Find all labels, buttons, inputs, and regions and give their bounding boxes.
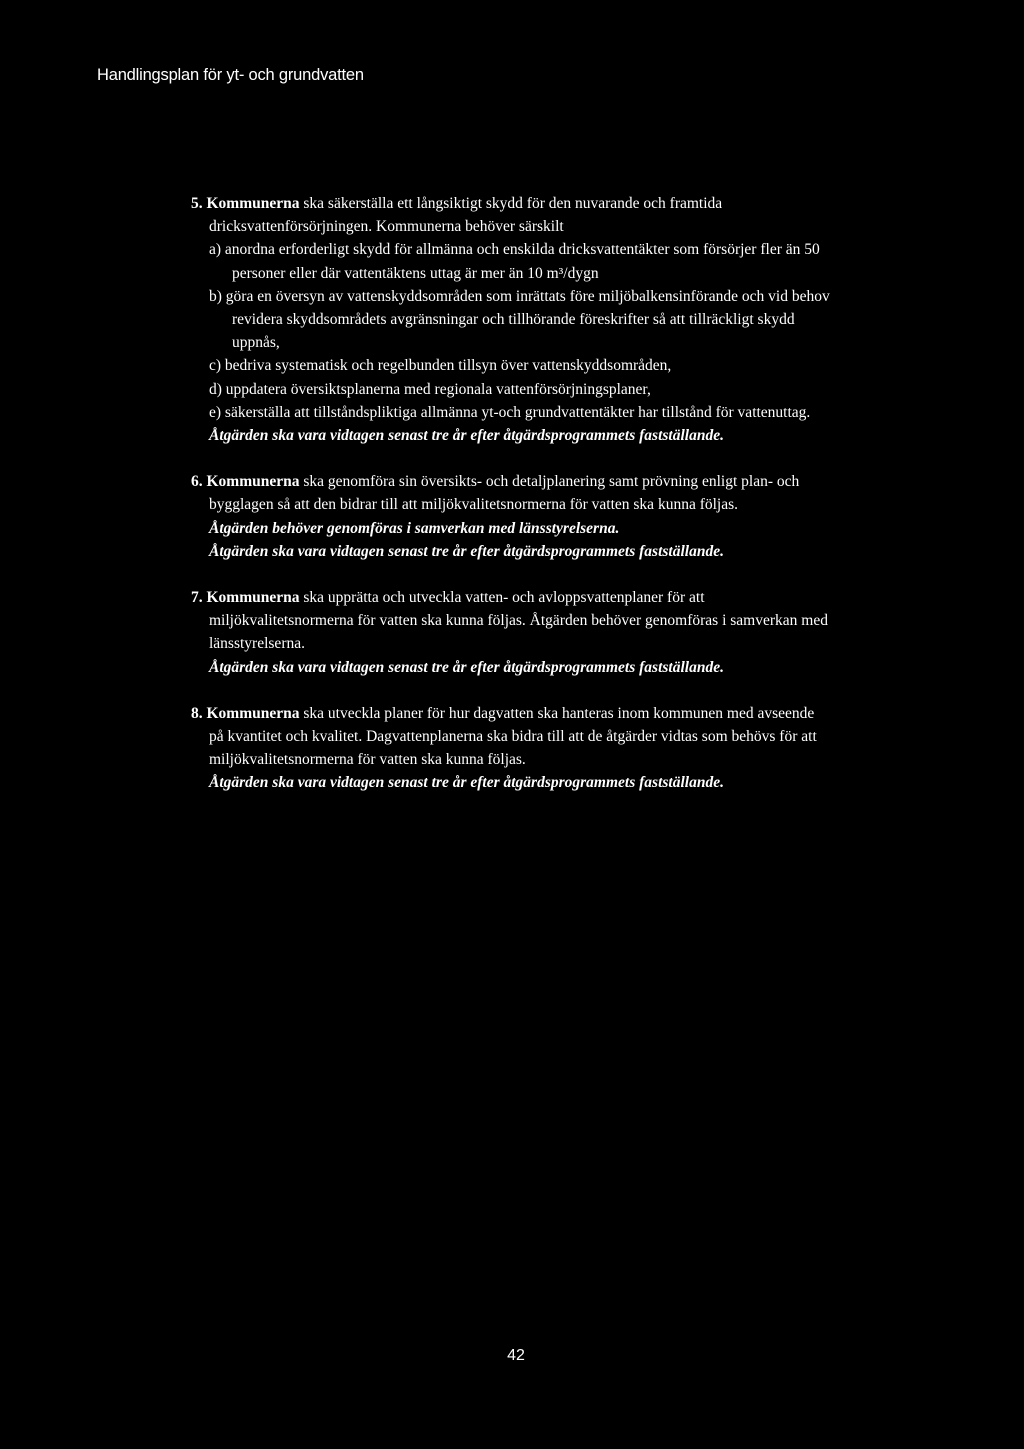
action-number: 8. <box>191 704 203 722</box>
action-deadline-note: Åtgärden ska vara vidtagen senast tre år efter åtgärdsprogrammets fastställande. <box>209 774 724 792</box>
action-actor: Kommunerna <box>206 195 300 212</box>
action-number: 5. <box>191 195 203 212</box>
action-subitem-b: b) göra en översyn av vattenskyddsområden som inrättats före miljöbalkensinförande och vid behov revidera skyddsområdets avgränsningar och tillhörande föreskrifter så att tillräckligt skydd uppnås, <box>209 287 830 352</box>
action-actor: Kommunerna <box>206 704 300 722</box>
action-number: 6. <box>191 473 203 491</box>
action-subitem-c: c) bedriva systematisk och regelbunden tillsyn över vattenskyddsområden, <box>209 357 672 375</box>
action-description: ska genomföra sin översikts- och detaljplanering samt prövning enligt plan- och bygglagen så att den bidrar till att miljökvalitetsnormerna för vatten ska kunna följas. <box>209 473 800 514</box>
action-description: ska säkerställa ett långsiktigt skydd för den nuvarande och framtida dricksvattenförsörjningen. Kommunerna behöver särskilt <box>209 195 723 236</box>
action-description: ska upprätta och utveckla vatten- och avloppsvattenplaner för att miljökvalitetsnormerna för vatten ska kunna följas. Åtgärden behöver genomföras i samverkan med länsstyrelserna. <box>209 589 828 653</box>
action-subitem-d: d) uppdatera översiktsplanerna med regionala vattenförsörjningsplaner, <box>209 380 651 398</box>
action-text <box>191 702 831 772</box>
action-cooperation-note: Åtgärden behöver genomföras i samverkan med länsstyrelserna. <box>209 519 620 537</box>
action-text <box>191 586 831 656</box>
action-text <box>191 470 831 516</box>
action-item-5 <box>191 192 831 447</box>
action-deadline-note: Åtgärden ska vara vidtagen senast tre år efter åtgärdsprogrammets fastställande. <box>209 542 724 560</box>
page-number: 42 <box>507 1347 525 1364</box>
action-text <box>191 192 831 238</box>
action-deadline-note: Åtgärden ska vara vidtagen senast tre år efter åtgärdsprogrammets fastställande. <box>209 427 724 445</box>
action-actor: Kommunerna <box>206 473 300 491</box>
action-subitem-e: e) säkerställa att tillståndspliktiga allmänna yt-och grundvattentäkter har tillstånd för vattenuttag. <box>209 403 811 421</box>
page-header: Handlingsplan för yt- och grundvatten <box>97 66 364 84</box>
action-subitem-a: a) anordna erforderligt skydd för allmänna och enskilda dricksvattentäkter som försörjer fler än 50 personer eller där vattentäktens uttag är mer än 10 m³/dygn <box>209 241 820 282</box>
action-description: ska utveckla planer för hur dagvatten ska hanteras inom kommunen med avseende på kvantitet och kvalitet. Dagvattenplanerna ska bidra till att de åtgärder vidtas som behövs för att miljökvalitetsnormerna för vatten ska kunna följas. <box>209 704 817 769</box>
action-deadline-note: Åtgärden ska vara vidtagen senast tre år efter åtgärdsprogrammets fastställande. <box>209 658 724 676</box>
action-item-7 <box>191 586 831 679</box>
action-list <box>191 192 831 818</box>
action-item-6 <box>191 470 831 563</box>
action-item-8 <box>191 702 831 795</box>
action-actor: Kommunerna <box>206 589 300 607</box>
action-number: 7. <box>191 589 203 607</box>
